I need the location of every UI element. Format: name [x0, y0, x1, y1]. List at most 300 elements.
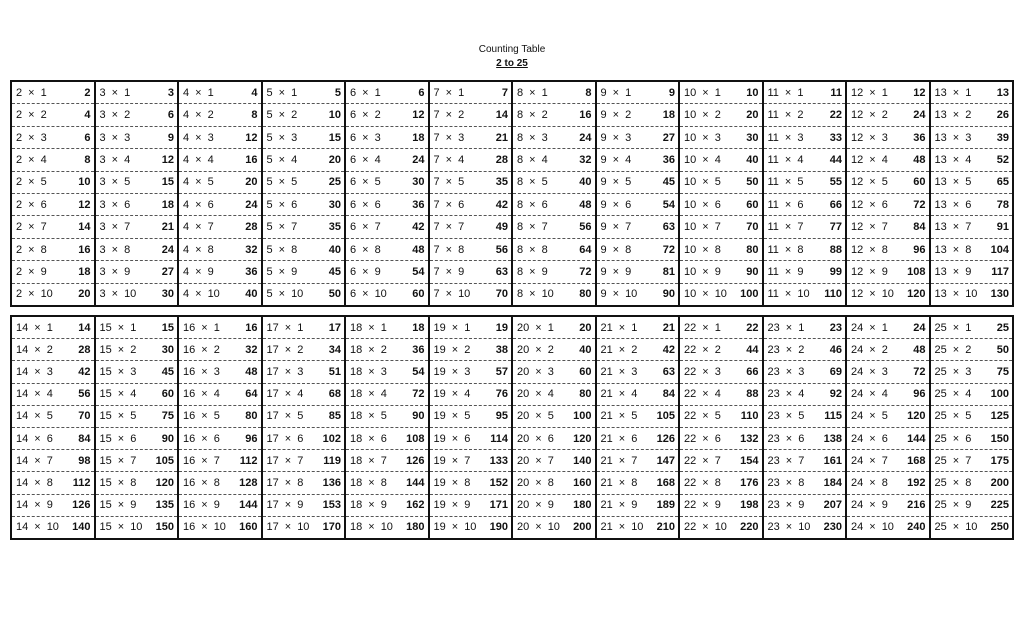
factor-a: 5: [266, 198, 273, 211]
factor-a: 25: [934, 366, 947, 378]
times-sign: ×: [368, 343, 375, 356]
factor-b: 8: [625, 243, 632, 256]
factor-b: 9: [631, 499, 638, 512]
table-cell: [931, 405, 1013, 427]
factor-b: 7: [464, 454, 471, 467]
product: 72: [913, 366, 926, 378]
product: 8: [84, 153, 91, 166]
times-sign: ×: [445, 176, 453, 189]
factor-b: 1: [625, 86, 632, 99]
factor-a: 13: [934, 86, 947, 99]
times-sign: ×: [784, 265, 792, 278]
table-cell: [263, 260, 345, 282]
factor-b: 6: [714, 432, 721, 445]
times-sign: ×: [284, 499, 292, 512]
times-sign: ×: [785, 521, 793, 534]
factor-a: 11: [767, 243, 779, 256]
times-sign: ×: [702, 321, 709, 334]
table-cell: [12, 103, 94, 125]
times-sign: ×: [117, 477, 125, 490]
factor-a: 10: [684, 243, 697, 256]
table-cell: [430, 427, 512, 449]
factor-b: 6: [374, 198, 381, 211]
times-sign: ×: [618, 321, 626, 334]
factor-a: 11: [767, 109, 779, 122]
factor-b: 10: [130, 521, 143, 534]
table-cell: [430, 383, 512, 405]
table-cell: [430, 171, 512, 193]
table-cell: [12, 360, 94, 382]
factor-b: 8: [881, 243, 888, 256]
factor-b: 2: [464, 343, 471, 356]
product: 40: [328, 243, 341, 256]
factor-b: 1: [881, 321, 888, 334]
times-sign: ×: [451, 521, 459, 534]
table-cell: [346, 360, 428, 382]
table-cell: [764, 215, 846, 237]
product: 170: [322, 521, 341, 534]
factor-b: 8: [297, 477, 304, 490]
table-cell: [263, 427, 345, 449]
table-cell: [931, 103, 1013, 125]
product: 4: [251, 86, 258, 99]
table-cell: [931, 215, 1013, 237]
table-cell: [931, 516, 1013, 538]
product: 30: [328, 198, 341, 211]
factor-b: 1: [297, 321, 304, 334]
table-cell: [597, 103, 679, 125]
factor-b: 1: [374, 86, 381, 99]
factor-a: 11: [767, 198, 779, 211]
table-column-24: [845, 317, 929, 538]
times-sign: ×: [869, 410, 876, 423]
factor-a: 17: [266, 499, 279, 512]
times-sign: ×: [451, 499, 459, 512]
table-cell: [764, 283, 846, 305]
factor-a: 17: [266, 366, 279, 378]
factor-b: 6: [798, 432, 805, 445]
factor-a: 23: [767, 432, 780, 445]
table-cell: [931, 148, 1013, 170]
times-sign: ×: [612, 86, 620, 99]
table-cell: [179, 360, 261, 382]
table-cell: [597, 317, 679, 338]
table-cell: [764, 516, 846, 538]
times-sign: ×: [869, 221, 876, 234]
factor-b: 8: [547, 477, 554, 490]
table-column-13: [929, 82, 1013, 305]
factor-b: 6: [124, 198, 131, 211]
product: 99: [829, 265, 842, 278]
times-sign: ×: [34, 366, 41, 378]
table-cell: [513, 215, 595, 237]
times-sign: ×: [445, 265, 453, 278]
times-sign: ×: [34, 499, 41, 512]
table-cell: [263, 171, 345, 193]
factor-a: 2: [16, 221, 23, 234]
table-cell: [764, 148, 846, 170]
times-sign: ×: [195, 86, 202, 99]
table-cell: [12, 338, 94, 360]
table-cell: [346, 494, 428, 516]
table-cell: [513, 449, 595, 471]
product: 36: [662, 153, 675, 166]
product: 46: [829, 343, 842, 356]
table-cell: [764, 260, 846, 282]
factor-b: 5: [464, 410, 471, 423]
product: 60: [161, 388, 174, 401]
factor-a: 24: [851, 388, 864, 401]
product: 28: [495, 153, 508, 166]
table-cell: [346, 193, 428, 215]
product: 24: [161, 243, 174, 256]
table-cell: [847, 82, 929, 103]
table-cell: [513, 126, 595, 148]
table-cell: [847, 317, 929, 338]
times-sign: ×: [34, 521, 41, 534]
times-sign: ×: [28, 288, 35, 301]
factor-b: 7: [207, 221, 214, 234]
factor-a: 23: [767, 521, 780, 534]
times-sign: ×: [201, 477, 208, 490]
table-cell: [96, 516, 178, 538]
factor-b: 4: [291, 153, 298, 166]
product: 184: [823, 477, 842, 490]
factor-a: 22: [684, 343, 697, 356]
table-cell: [847, 427, 929, 449]
product: 20: [78, 288, 91, 301]
table-cell: [931, 494, 1013, 516]
product: 140: [72, 521, 91, 534]
product: 39: [996, 131, 1009, 144]
product: 175: [990, 454, 1009, 467]
factor-b: 8: [46, 477, 53, 490]
times-sign: ×: [278, 86, 286, 99]
factor-a: 16: [183, 410, 196, 423]
factor-a: 2: [16, 243, 23, 256]
factor-b: 6: [46, 432, 53, 445]
table-cell: [96, 103, 178, 125]
product: 42: [412, 221, 425, 234]
times-sign: ×: [368, 477, 375, 490]
table-cell: [597, 148, 679, 170]
factor-a: 14: [16, 477, 29, 490]
times-sign: ×: [362, 153, 369, 166]
factor-b: 1: [714, 321, 721, 334]
factor-a: 10: [684, 86, 697, 99]
product: 42: [495, 198, 508, 211]
factor-a: 4: [183, 176, 190, 189]
times-sign: ×: [368, 499, 375, 512]
factor-b: 8: [631, 477, 638, 490]
factor-a: 15: [99, 432, 112, 445]
product: 147: [656, 454, 675, 467]
factor-a: 12: [851, 131, 864, 144]
factor-b: 10: [297, 521, 310, 534]
factor-b: 4: [714, 388, 721, 401]
table-cell: [430, 317, 512, 338]
factor-a: 13: [934, 288, 947, 301]
factor-b: 7: [714, 454, 721, 467]
table-cell: [179, 405, 261, 427]
times-sign: ×: [785, 454, 793, 467]
product: 220: [740, 521, 759, 534]
table-cell: [346, 215, 428, 237]
factor-b: 5: [798, 410, 805, 423]
product: 15: [161, 176, 174, 189]
product: 90: [161, 432, 174, 445]
product: 120: [907, 288, 926, 301]
table-cell: [931, 283, 1013, 305]
times-sign: ×: [529, 86, 536, 99]
factor-b: 1: [291, 86, 298, 99]
times-sign: ×: [195, 265, 202, 278]
product: 80: [746, 243, 759, 256]
times-sign: ×: [117, 521, 125, 534]
table-cell: [96, 215, 178, 237]
factor-a: 19: [433, 432, 446, 445]
product: 207: [823, 499, 842, 512]
table-cell: [263, 126, 345, 148]
table-cell: [430, 516, 512, 538]
product: 85: [328, 410, 341, 423]
product: 95: [495, 410, 508, 423]
table-cell: [346, 126, 428, 148]
factor-a: 23: [767, 343, 780, 356]
factor-b: 6: [547, 432, 554, 445]
table-cell: [847, 405, 929, 427]
times-sign: ×: [362, 265, 369, 278]
factor-b: 3: [798, 366, 805, 378]
factor-b: 5: [881, 410, 888, 423]
times-sign: ×: [785, 499, 793, 512]
factor-b: 10: [881, 521, 894, 534]
table-cell: [346, 103, 428, 125]
table-cell: [96, 338, 178, 360]
factor-b: 2: [213, 343, 220, 356]
factor-a: 18: [350, 454, 363, 467]
table-column-22: [678, 317, 762, 538]
times-sign: ×: [952, 321, 960, 334]
factor-b: 7: [625, 221, 632, 234]
product: 18: [412, 321, 425, 334]
table-cell: [12, 317, 94, 338]
factor-b: 6: [40, 198, 47, 211]
factor-a: 25: [934, 499, 947, 512]
factor-a: 3: [99, 109, 106, 122]
factor-b: 8: [207, 243, 214, 256]
table-cell: [12, 449, 94, 471]
factor-b: 6: [797, 198, 804, 211]
factor-b: 3: [797, 131, 804, 144]
table-cell: [764, 171, 846, 193]
times-sign: ×: [702, 265, 709, 278]
product: 98: [78, 454, 91, 467]
factor-b: 10: [714, 521, 727, 534]
times-sign: ×: [784, 176, 792, 189]
times-sign: ×: [368, 454, 375, 467]
factor-b: 4: [797, 153, 804, 166]
table-cell: [847, 126, 929, 148]
product: 45: [662, 176, 675, 189]
table-cell: [430, 82, 512, 103]
table-cell: [680, 193, 762, 215]
product: 72: [913, 198, 926, 211]
factor-b: 2: [965, 343, 972, 356]
table-cell: [12, 260, 94, 282]
factor-b: 10: [380, 521, 393, 534]
table-cell: [513, 360, 595, 382]
times-sign: ×: [117, 343, 125, 356]
factor-b: 9: [714, 499, 721, 512]
times-sign: ×: [34, 321, 41, 334]
factor-b: 7: [541, 221, 548, 234]
table-cell: [764, 427, 846, 449]
times-sign: ×: [34, 454, 41, 467]
factor-b: 5: [965, 410, 972, 423]
factor-b: 4: [213, 388, 220, 401]
factor-b: 2: [380, 343, 387, 356]
factor-b: 10: [881, 288, 894, 301]
factor-b: 2: [625, 109, 632, 122]
product: 64: [245, 388, 258, 401]
factor-b: 5: [965, 176, 972, 189]
factor-b: 8: [881, 477, 888, 490]
times-sign: ×: [618, 432, 626, 445]
table-column-3: [94, 82, 178, 305]
factor-a: 20: [517, 499, 530, 512]
factor-a: 22: [684, 432, 697, 445]
times-sign: ×: [702, 131, 709, 144]
factor-b: 3: [625, 131, 632, 144]
times-sign: ×: [28, 221, 35, 234]
factor-a: 25: [934, 388, 947, 401]
factor-b: 3: [46, 366, 53, 378]
factor-a: 4: [183, 288, 190, 301]
factor-b: 6: [625, 198, 632, 211]
factor-b: 2: [291, 109, 298, 122]
times-sign: ×: [34, 432, 41, 445]
product: 42: [662, 343, 675, 356]
product: 44: [746, 343, 759, 356]
table-cell: [263, 516, 345, 538]
times-sign: ×: [618, 410, 626, 423]
times-sign: ×: [278, 198, 286, 211]
times-sign: ×: [952, 432, 960, 445]
table-cell: [680, 494, 762, 516]
times-sign: ×: [201, 388, 208, 401]
product: 152: [489, 477, 508, 490]
product: 48: [412, 243, 425, 256]
factor-a: 5: [266, 288, 273, 301]
factor-a: 22: [684, 499, 697, 512]
factor-b: 2: [297, 343, 304, 356]
table-cell: [597, 193, 679, 215]
table-cell: [12, 283, 94, 305]
table-cell: [179, 103, 261, 125]
factor-b: 8: [965, 477, 972, 490]
factor-b: 3: [380, 366, 387, 378]
product: 28: [78, 343, 91, 356]
times-sign: ×: [28, 109, 35, 122]
factor-b: 6: [541, 198, 548, 211]
product: 40: [579, 176, 592, 189]
factor-a: 23: [767, 499, 780, 512]
product: 160: [573, 477, 592, 490]
times-sign: ×: [368, 521, 375, 534]
page-title: Counting Table: [478, 44, 546, 55]
table-cell: [513, 516, 595, 538]
product: 36: [412, 343, 425, 356]
factor-b: 5: [297, 410, 304, 423]
factor-b: 10: [291, 288, 304, 301]
factor-a: 15: [99, 388, 112, 401]
table-cell: [346, 338, 428, 360]
product: 75: [161, 410, 174, 423]
table-cell: [597, 171, 679, 193]
factor-b: 3: [965, 366, 972, 378]
table-cell: [179, 260, 261, 282]
product: 44: [829, 153, 842, 166]
product: 160: [239, 521, 258, 534]
product: 110: [824, 288, 842, 301]
product: 176: [740, 477, 759, 490]
product: 12: [913, 86, 926, 99]
times-sign: ×: [869, 477, 876, 490]
times-sign: ×: [201, 454, 208, 467]
factor-a: 8: [517, 86, 524, 99]
table-cell: [96, 317, 178, 338]
product: 22: [746, 321, 759, 334]
factor-b: 10: [541, 288, 554, 301]
times-sign: ×: [284, 477, 292, 490]
product: 7: [501, 86, 508, 99]
product: 110: [740, 410, 759, 423]
factor-b: 4: [965, 388, 972, 401]
table-cell: [346, 171, 428, 193]
times-sign: ×: [284, 388, 292, 401]
table-cell: [12, 126, 94, 148]
table-cell: [764, 383, 846, 405]
product: 16: [579, 109, 592, 122]
factor-b: 1: [714, 86, 721, 99]
factor-b: 10: [631, 521, 644, 534]
product: 17: [328, 321, 341, 334]
times-sign: ×: [278, 176, 286, 189]
table-cell: [179, 449, 261, 471]
times-sign: ×: [195, 198, 202, 211]
table-cell: [680, 471, 762, 493]
factor-a: 16: [183, 343, 196, 356]
table-cell: [430, 360, 512, 382]
table-cell: [346, 405, 428, 427]
product: 96: [913, 388, 926, 401]
times-sign: ×: [278, 109, 286, 122]
product: 72: [412, 388, 425, 401]
times-sign: ×: [529, 288, 536, 301]
product: 90: [746, 265, 759, 278]
table-cell: [346, 449, 428, 471]
factor-b: 1: [547, 321, 554, 334]
factor-a: 6: [350, 265, 357, 278]
factor-b: 6: [881, 198, 888, 211]
product: 50: [996, 343, 1009, 356]
table-cell: [12, 193, 94, 215]
times-sign: ×: [117, 410, 125, 423]
factor-a: 16: [183, 499, 196, 512]
factor-b: 4: [541, 153, 548, 166]
factor-a: 12: [851, 109, 864, 122]
